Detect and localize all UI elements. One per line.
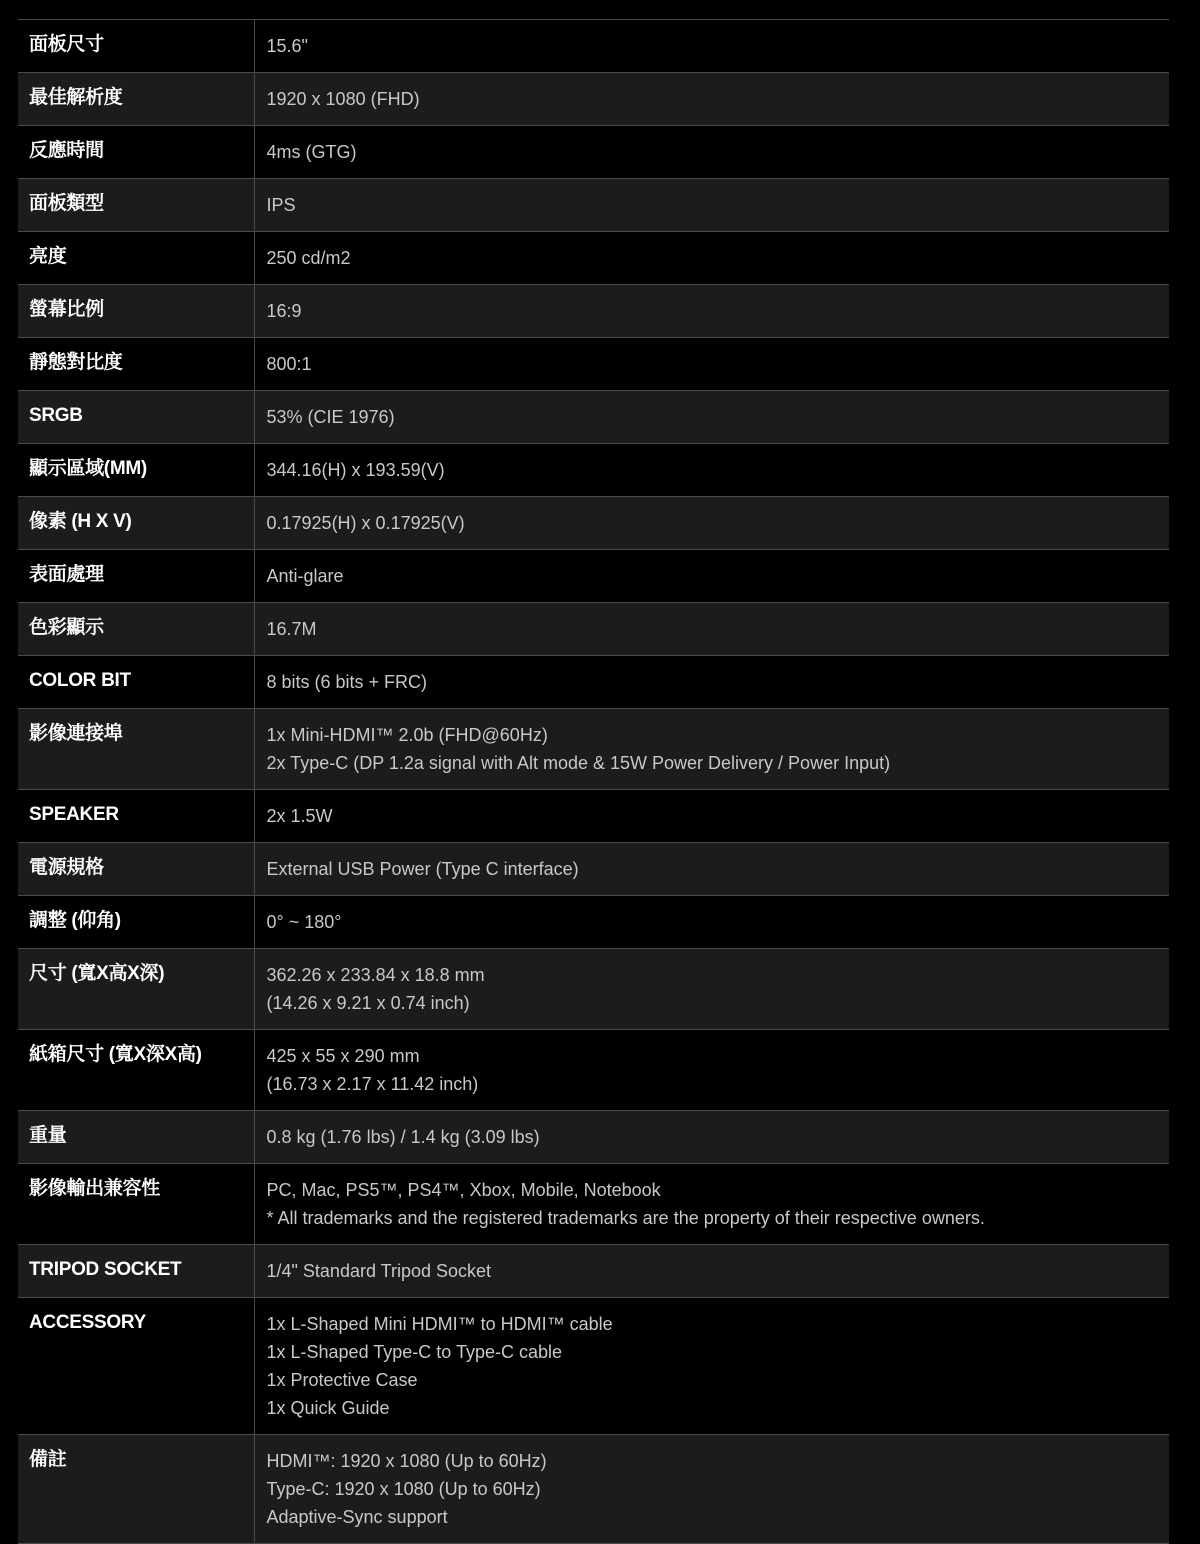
spec-label: 電源規格 (18, 843, 254, 896)
spec-value-line: 1920 x 1080 (FHD) (266, 89, 420, 109)
spec-value-line: Anti-glare (266, 566, 344, 586)
spec-value (254, 1298, 1169, 1435)
spec-label: 反應時間 (18, 126, 254, 179)
spec-row (18, 896, 1169, 949)
spec-value (254, 73, 1169, 126)
spec-label: 色彩顯示 (18, 603, 254, 656)
spec-value (254, 1435, 1169, 1544)
spec-value-line: 1/4" Standard Tripod Socket (266, 1261, 492, 1281)
spec-label: COLOR BIT (18, 656, 254, 709)
spec-value (254, 603, 1169, 656)
spec-value (254, 20, 1169, 73)
spec-value-line: 800:1 (266, 354, 312, 374)
spec-value-line: External USB Power (Type C interface) (266, 859, 579, 879)
spec-label: TRIPOD SOCKET (18, 1245, 254, 1298)
spec-label: ACCESSORY (18, 1298, 254, 1435)
spec-value (254, 1164, 1169, 1245)
spec-label: 紙箱尺寸 (寬X深X高) (18, 1030, 254, 1111)
spec-value-line: * All trademarks and the registered trademarks are the property of their respective owners. (266, 1208, 985, 1228)
spec-value-line: 15.6" (266, 36, 308, 56)
spec-row (18, 285, 1169, 338)
spec-row (18, 20, 1169, 73)
spec-row (18, 1111, 1169, 1164)
spec-label: 調整 (仰角) (18, 896, 254, 949)
spec-row (18, 73, 1169, 126)
spec-row (18, 497, 1169, 550)
spec-label: 尺寸 (寬X高X深) (18, 949, 254, 1030)
spec-value-line: Adaptive-Sync support (266, 1507, 448, 1527)
spec-label: 面板類型 (18, 179, 254, 232)
spec-row (18, 179, 1169, 232)
spec-row (18, 949, 1169, 1030)
spec-label: 重量 (18, 1111, 254, 1164)
spec-label: 靜態對比度 (18, 338, 254, 391)
spec-row (18, 656, 1169, 709)
spec-value-line: Type-C: 1920 x 1080 (Up to 60Hz) (266, 1479, 541, 1499)
spec-label: 亮度 (18, 232, 254, 285)
spec-row (18, 1435, 1169, 1544)
spec-value (254, 896, 1169, 949)
spec-value-line: 250 cd/m2 (266, 248, 351, 268)
spec-value (254, 285, 1169, 338)
spec-row (18, 843, 1169, 896)
spec-value (254, 391, 1169, 444)
spec-row (18, 444, 1169, 497)
spec-row (18, 709, 1169, 790)
spec-label: SPEAKER (18, 790, 254, 843)
spec-row (18, 550, 1169, 603)
spec-value-line: IPS (266, 195, 296, 215)
spec-value-line: 8 bits (6 bits + FRC) (266, 672, 428, 692)
spec-label: SRGB (18, 391, 254, 444)
spec-value-line: 16.7M (266, 619, 317, 639)
spec-value (254, 843, 1169, 896)
spec-label: 螢幕比例 (18, 285, 254, 338)
spec-value (254, 550, 1169, 603)
spec-value-line: 1x Protective Case (266, 1370, 418, 1390)
spec-value-line: (16.73 x 2.17 x 11.42 inch) (266, 1074, 479, 1094)
spec-value (254, 790, 1169, 843)
spec-row (18, 1298, 1169, 1435)
spec-value-line: 362.26 x 233.84 x 18.8 mm (266, 965, 485, 985)
spec-value-line: 0.8 kg (1.76 lbs) / 1.4 kg (3.09 lbs) (266, 1127, 540, 1147)
spec-table-body (18, 20, 1169, 1544)
spec-value (254, 232, 1169, 285)
spec-value-line: 1x Mini-HDMI™ 2.0b (FHD@60Hz) (266, 725, 548, 745)
spec-value-line: 0.17925(H) x 0.17925(V) (266, 513, 465, 533)
spec-table-container (18, 19, 1169, 1544)
spec-label: 影像輸出兼容性 (18, 1164, 254, 1245)
spec-value (254, 949, 1169, 1030)
spec-value (254, 179, 1169, 232)
spec-value-line: 2x Type-C (DP 1.2a signal with Alt mode & 15W Power Delivery / Power Input) (266, 753, 891, 773)
spec-value-line: PC, Mac, PS5™, PS4™, Xbox, Mobile, Notebook (266, 1180, 661, 1200)
spec-row (18, 338, 1169, 391)
spec-row (18, 232, 1169, 285)
spec-row (18, 790, 1169, 843)
spec-row (18, 1164, 1169, 1245)
spec-value (254, 709, 1169, 790)
spec-label: 表面處理 (18, 550, 254, 603)
spec-row (18, 391, 1169, 444)
spec-value-line: 1x L-Shaped Type-C to Type-C cable (266, 1342, 563, 1362)
spec-value-line: 344.16(H) x 193.59(V) (266, 460, 445, 480)
spec-value-line: 53% (CIE 1976) (266, 407, 395, 427)
spec-table (18, 19, 1169, 1544)
spec-value-line: 425 x 55 x 290 mm (266, 1046, 420, 1066)
spec-value-line: 16:9 (266, 301, 302, 321)
spec-value (254, 444, 1169, 497)
spec-value-line: 4ms (GTG) (266, 142, 357, 162)
spec-label: 影像連接埠 (18, 709, 254, 790)
spec-row (18, 603, 1169, 656)
spec-value (254, 1111, 1169, 1164)
spec-value-line: 1x Quick Guide (266, 1398, 390, 1418)
spec-value-line: 0° ~ 180° (266, 912, 342, 932)
spec-label: 面板尺寸 (18, 20, 254, 73)
spec-value-line: 1x L-Shaped Mini HDMI™ to HDMI™ cable (266, 1314, 613, 1334)
spec-label: 像素 (H X V) (18, 497, 254, 550)
spec-value (254, 1030, 1169, 1111)
spec-value-line: 2x 1.5W (266, 806, 333, 826)
spec-row (18, 1030, 1169, 1111)
spec-value (254, 497, 1169, 550)
spec-value (254, 656, 1169, 709)
spec-value-line: HDMI™: 1920 x 1080 (Up to 60Hz) (266, 1451, 547, 1471)
spec-row (18, 1245, 1169, 1298)
spec-value (254, 338, 1169, 391)
spec-label: 備註 (18, 1435, 254, 1544)
spec-value (254, 1245, 1169, 1298)
spec-row (18, 126, 1169, 179)
spec-label: 最佳解析度 (18, 73, 254, 126)
spec-value (254, 126, 1169, 179)
spec-value-line: (14.26 x 9.21 x 0.74 inch) (266, 993, 470, 1013)
spec-label: 顯示區域(MM) (18, 444, 254, 497)
